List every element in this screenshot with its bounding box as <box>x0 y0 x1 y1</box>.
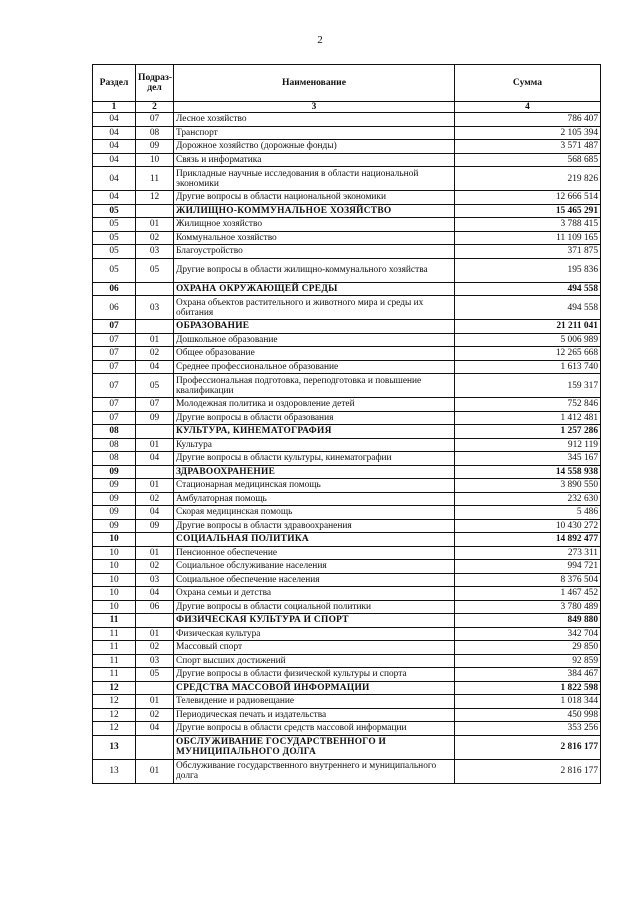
podrazdel-cell <box>136 204 174 218</box>
podrazdel-cell: 02 <box>136 560 174 574</box>
razdel-cell: 05 <box>93 245 136 259</box>
page-number: 2 <box>317 34 323 46</box>
section-row <box>93 735 601 759</box>
table-row <box>93 126 601 140</box>
column-number: 1 <box>93 102 136 113</box>
podrazdel-cell: 04 <box>136 506 174 520</box>
name-cell: Стационарная медицинская помощь <box>174 479 455 493</box>
sum-cell: 14 558 938 <box>455 465 601 479</box>
razdel-cell: 07 <box>93 347 136 361</box>
sum-cell: 219 826 <box>455 167 601 191</box>
razdel-cell: 04 <box>93 113 136 127</box>
table-row <box>93 668 601 682</box>
razdel-cell: 12 <box>93 722 136 736</box>
column-number: 2 <box>136 102 174 113</box>
name-cell: Другие вопросы в области средств массовой информации <box>174 722 455 736</box>
table-row <box>93 374 601 398</box>
podrazdel-cell: 07 <box>136 398 174 412</box>
podrazdel-cell <box>136 533 174 547</box>
sum-cell: 1 412 481 <box>455 411 601 425</box>
column-number: 3 <box>174 102 455 113</box>
table-row <box>93 411 601 425</box>
sum-cell: 3 571 487 <box>455 140 601 154</box>
razdel-cell: 09 <box>93 492 136 506</box>
name-cell: Связь и информатика <box>174 153 455 167</box>
podrazdel-cell: 10 <box>136 153 174 167</box>
sum-cell: 14 892 477 <box>455 533 601 547</box>
header-row <box>93 65 601 102</box>
name-cell: ОБСЛУЖИВАНИЕ ГОСУДАРСТВЕННОГО И МУНИЦИПАЛЬНОГО ДОЛГА <box>174 735 455 759</box>
sum-cell: 3 788 415 <box>455 218 601 232</box>
table-row <box>93 452 601 466</box>
section-row <box>93 681 601 695</box>
razdel-cell: 05 <box>93 258 136 282</box>
podrazdel-cell: 02 <box>136 347 174 361</box>
podrazdel-cell: 05 <box>136 258 174 282</box>
podrazdel-cell: 03 <box>136 296 174 320</box>
header-razdel: Раздел <box>93 65 136 102</box>
table-row <box>93 722 601 736</box>
razdel-cell: 07 <box>93 398 136 412</box>
podrazdel-cell: 01 <box>136 759 174 783</box>
sum-cell: 1 467 452 <box>455 587 601 601</box>
sum-cell: 12 265 668 <box>455 347 601 361</box>
sum-cell: 29 850 <box>455 641 601 655</box>
table-row <box>93 140 601 154</box>
table-row <box>93 695 601 709</box>
table-row <box>93 708 601 722</box>
razdel-cell: 10 <box>93 546 136 560</box>
sum-cell: 3 780 489 <box>455 600 601 614</box>
razdel-cell: 06 <box>93 296 136 320</box>
name-cell: Массовый спорт <box>174 641 455 655</box>
podrazdel-cell: 03 <box>136 245 174 259</box>
razdel-cell: 13 <box>93 735 136 759</box>
header-podrazdel: Подраз- дел <box>136 65 174 102</box>
sum-cell: 912 119 <box>455 438 601 452</box>
razdel-cell: 06 <box>93 282 136 296</box>
name-cell: Телевидение и радиовещание <box>174 695 455 709</box>
name-cell: Спорт высших достижений <box>174 654 455 668</box>
header-name: Наименование <box>174 65 455 102</box>
name-cell: Охрана семьи и детства <box>174 587 455 601</box>
podrazdel-cell: 04 <box>136 722 174 736</box>
name-cell: Профессиональная подготовка, переподготовка и повышение квалификации <box>174 374 455 398</box>
sum-cell: 353 256 <box>455 722 601 736</box>
table-row <box>93 546 601 560</box>
podrazdel-cell: 09 <box>136 519 174 533</box>
section-row <box>93 614 601 628</box>
sum-cell: 494 558 <box>455 296 601 320</box>
razdel-cell: 07 <box>93 320 136 334</box>
table-row <box>93 600 601 614</box>
name-cell: Другие вопросы в области здравоохранения <box>174 519 455 533</box>
sum-cell: 5 486 <box>455 506 601 520</box>
name-cell: ЖИЛИЩНО-КОММУНАЛЬНОЕ ХОЗЯЙСТВО <box>174 204 455 218</box>
sum-cell: 1 822 598 <box>455 681 601 695</box>
razdel-cell: 04 <box>93 126 136 140</box>
razdel-cell: 10 <box>93 560 136 574</box>
podrazdel-cell <box>136 425 174 439</box>
table-row <box>93 231 601 245</box>
name-cell: Амбулаторная помощь <box>174 492 455 506</box>
podrazdel-cell: 08 <box>136 126 174 140</box>
sum-cell: 8 376 504 <box>455 573 601 587</box>
razdel-cell: 07 <box>93 411 136 425</box>
podrazdel-cell: 02 <box>136 231 174 245</box>
razdel-cell: 04 <box>93 167 136 191</box>
podrazdel-cell: 05 <box>136 374 174 398</box>
table-row <box>93 654 601 668</box>
razdel-cell: 11 <box>93 641 136 655</box>
podrazdel-cell: 06 <box>136 600 174 614</box>
podrazdel-cell <box>136 735 174 759</box>
table-row <box>93 218 601 232</box>
sum-cell: 15 465 291 <box>455 204 601 218</box>
name-cell: Общее образование <box>174 347 455 361</box>
section-row <box>93 425 601 439</box>
sum-cell: 195 836 <box>455 258 601 282</box>
section-row <box>93 533 601 547</box>
podrazdel-cell: 03 <box>136 654 174 668</box>
table-row <box>93 479 601 493</box>
table-row <box>93 398 601 412</box>
sum-cell: 232 630 <box>455 492 601 506</box>
razdel-cell: 12 <box>93 695 136 709</box>
podrazdel-cell: 09 <box>136 411 174 425</box>
name-cell: Другие вопросы в области жилищно-коммунального хозяйства <box>174 258 455 282</box>
name-cell: Другие вопросы в области культуры, кинематографии <box>174 452 455 466</box>
podrazdel-cell: 04 <box>136 452 174 466</box>
name-cell: КУЛЬТУРА, КИНЕМАТОГРАФИЯ <box>174 425 455 439</box>
podrazdel-cell: 02 <box>136 492 174 506</box>
sum-cell: 568 685 <box>455 153 601 167</box>
table-row <box>93 258 601 282</box>
name-cell: Скорая медицинская помощь <box>174 506 455 520</box>
sum-cell: 2 105 394 <box>455 126 601 140</box>
podrazdel-cell <box>136 282 174 296</box>
podrazdel-cell: 01 <box>136 438 174 452</box>
sum-cell: 159 317 <box>455 374 601 398</box>
podrazdel-cell: 09 <box>136 140 174 154</box>
podrazdel-cell: 04 <box>136 360 174 374</box>
podrazdel-cell: 01 <box>136 627 174 641</box>
sum-cell: 849 880 <box>455 614 601 628</box>
razdel-cell: 07 <box>93 333 136 347</box>
name-cell: Дорожное хозяйство (дорожные фонды) <box>174 140 455 154</box>
sum-cell: 345 167 <box>455 452 601 466</box>
razdel-cell: 07 <box>93 374 136 398</box>
razdel-cell: 11 <box>93 654 136 668</box>
name-cell: ЗДРАВООХРАНЕНИЕ <box>174 465 455 479</box>
podrazdel-cell: 05 <box>136 668 174 682</box>
sum-cell: 2 816 177 <box>455 735 601 759</box>
name-cell: Прикладные научные исследования в области национальной экономики <box>174 167 455 191</box>
sum-cell: 450 998 <box>455 708 601 722</box>
column-number-row <box>93 102 601 113</box>
podrazdel-cell: 01 <box>136 546 174 560</box>
razdel-cell: 12 <box>93 681 136 695</box>
razdel-cell: 09 <box>93 465 136 479</box>
sum-cell: 273 311 <box>455 546 601 560</box>
razdel-cell: 10 <box>93 533 136 547</box>
table-row <box>93 153 601 167</box>
table-row <box>93 560 601 574</box>
name-cell: Обслуживание государственного внутреннего и муниципального долга <box>174 759 455 783</box>
sum-cell: 10 430 272 <box>455 519 601 533</box>
podrazdel-cell: 02 <box>136 708 174 722</box>
sum-cell: 752 846 <box>455 398 601 412</box>
table-row <box>93 347 601 361</box>
table-row <box>93 113 601 127</box>
razdel-cell: 08 <box>93 438 136 452</box>
table-body <box>93 113 601 784</box>
podrazdel-cell: 12 <box>136 191 174 205</box>
header-sum: Сумма <box>455 65 601 102</box>
name-cell: Культура <box>174 438 455 452</box>
sum-cell: 1 613 740 <box>455 360 601 374</box>
name-cell: Среднее профессиональное образование <box>174 360 455 374</box>
section-row <box>93 465 601 479</box>
name-cell: Охрана объектов растительного и животного мира и среды их обитания <box>174 296 455 320</box>
budget-table <box>92 64 601 784</box>
podrazdel-cell <box>136 614 174 628</box>
razdel-cell: 08 <box>93 452 136 466</box>
table-row <box>93 627 601 641</box>
razdel-cell: 09 <box>93 506 136 520</box>
table-row <box>93 506 601 520</box>
podrazdel-cell: 01 <box>136 695 174 709</box>
name-cell: Лесное хозяйство <box>174 113 455 127</box>
name-cell: Другие вопросы в области национальной экономики <box>174 191 455 205</box>
sum-cell: 1 257 286 <box>455 425 601 439</box>
name-cell: Социальное обеспечение населения <box>174 573 455 587</box>
table-row <box>93 587 601 601</box>
table-row <box>93 360 601 374</box>
razdel-cell: 13 <box>93 759 136 783</box>
sum-cell: 994 721 <box>455 560 601 574</box>
razdel-cell: 05 <box>93 204 136 218</box>
table-row <box>93 641 601 655</box>
sum-cell: 3 890 550 <box>455 479 601 493</box>
sum-cell: 92 859 <box>455 654 601 668</box>
podrazdel-cell: 11 <box>136 167 174 191</box>
name-cell: ОБРАЗОВАНИЕ <box>174 320 455 334</box>
sum-cell: 2 816 177 <box>455 759 601 783</box>
table-row <box>93 438 601 452</box>
name-cell: Жилищное хозяйство <box>174 218 455 232</box>
name-cell: Другие вопросы в области образования <box>174 411 455 425</box>
sum-cell: 1 018 344 <box>455 695 601 709</box>
name-cell: Благоустройство <box>174 245 455 259</box>
table-row <box>93 167 601 191</box>
razdel-cell: 11 <box>93 627 136 641</box>
podrazdel-cell: 01 <box>136 333 174 347</box>
razdel-cell: 09 <box>93 519 136 533</box>
name-cell: Другие вопросы в области физической культуры и спорта <box>174 668 455 682</box>
column-number: 4 <box>455 102 601 113</box>
name-cell: Транспорт <box>174 126 455 140</box>
razdel-cell: 04 <box>93 191 136 205</box>
name-cell: Периодическая печать и издательства <box>174 708 455 722</box>
section-row <box>93 320 601 334</box>
podrazdel-cell: 03 <box>136 573 174 587</box>
section-row <box>93 204 601 218</box>
razdel-cell: 11 <box>93 668 136 682</box>
razdel-cell: 10 <box>93 587 136 601</box>
podrazdel-cell: 07 <box>136 113 174 127</box>
name-cell: Молодежная политика и оздоровление детей <box>174 398 455 412</box>
table-row <box>93 492 601 506</box>
sum-cell: 342 704 <box>455 627 601 641</box>
name-cell: Дошкольное образование <box>174 333 455 347</box>
name-cell: ФИЗИЧЕСКАЯ КУЛЬТУРА И СПОРТ <box>174 614 455 628</box>
razdel-cell: 12 <box>93 708 136 722</box>
razdel-cell: 09 <box>93 479 136 493</box>
razdel-cell: 08 <box>93 425 136 439</box>
name-cell: Коммунальное хозяйство <box>174 231 455 245</box>
name-cell: ОХРАНА ОКРУЖАЮЩЕЙ СРЕДЫ <box>174 282 455 296</box>
razdel-cell: 05 <box>93 231 136 245</box>
sum-cell: 11 109 165 <box>455 231 601 245</box>
sum-cell: 384 467 <box>455 668 601 682</box>
sum-cell: 21 211 041 <box>455 320 601 334</box>
sum-cell: 786 407 <box>455 113 601 127</box>
razdel-cell: 04 <box>93 140 136 154</box>
name-cell: Социальное обслуживание населения <box>174 560 455 574</box>
sum-cell: 5 006 989 <box>455 333 601 347</box>
podrazdel-cell: 04 <box>136 587 174 601</box>
name-cell: СРЕДСТВА МАССОВОЙ ИНФОРМАЦИИ <box>174 681 455 695</box>
section-row <box>93 282 601 296</box>
table-row <box>93 296 601 320</box>
sum-cell: 494 558 <box>455 282 601 296</box>
razdel-cell: 10 <box>93 600 136 614</box>
name-cell: Физическая культура <box>174 627 455 641</box>
razdel-cell: 04 <box>93 153 136 167</box>
table-row <box>93 245 601 259</box>
razdel-cell: 11 <box>93 614 136 628</box>
podrazdel-cell <box>136 681 174 695</box>
table-row <box>93 519 601 533</box>
table-row <box>93 573 601 587</box>
podrazdel-cell <box>136 320 174 334</box>
podrazdel-cell: 01 <box>136 479 174 493</box>
razdel-cell: 05 <box>93 218 136 232</box>
sum-cell: 12 666 514 <box>455 191 601 205</box>
podrazdel-cell: 02 <box>136 641 174 655</box>
name-cell: Другие вопросы в области социальной политики <box>174 600 455 614</box>
table-row <box>93 191 601 205</box>
razdel-cell: 07 <box>93 360 136 374</box>
razdel-cell: 10 <box>93 573 136 587</box>
table-row <box>93 759 601 783</box>
name-cell: Пенсионное обеспечение <box>174 546 455 560</box>
podrazdel-cell: 01 <box>136 218 174 232</box>
table-row <box>93 333 601 347</box>
name-cell: СОЦИАЛЬНАЯ ПОЛИТИКА <box>174 533 455 547</box>
sum-cell: 371 875 <box>455 245 601 259</box>
podrazdel-cell <box>136 465 174 479</box>
